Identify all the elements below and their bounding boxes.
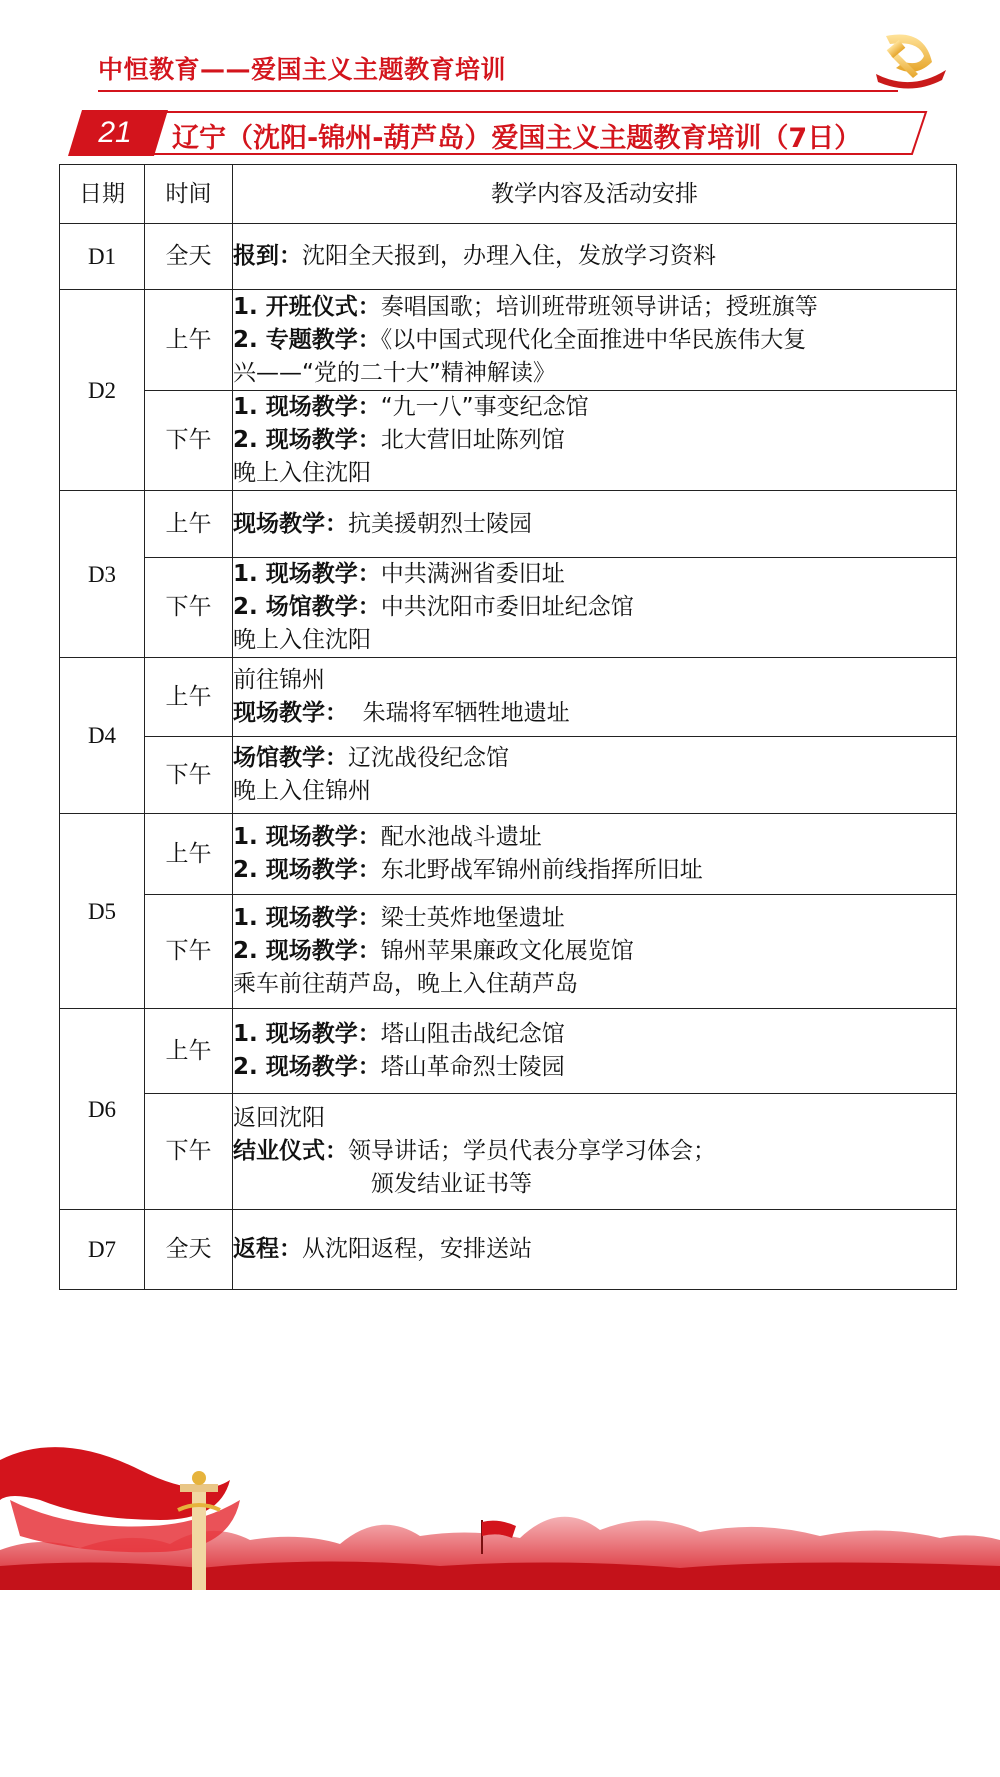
table-row [60,290,957,391]
header-divider [98,90,898,92]
content-cell: 1. 现场教学：“九一八”事变纪念馆 2. 现场教学：北大营旧址陈列馆 晚上入住沈阳 [233,391,957,491]
content-cell: 1. 开班仪式：奏唱国歌；培训班带班领导讲话；授班旗等 2. 专题教学：《以中国式现代化全面推进中华民族伟大复 兴——“党的二十大”精神解读》 [233,290,957,391]
day-cell: D2 [60,290,145,491]
table-row [60,814,957,895]
flag-icon [478,1518,518,1554]
time-cell: 全天 [145,1210,233,1290]
content-cell: 返程：从沈阳返程，安排送站 [233,1210,957,1290]
table-row [60,224,957,290]
table-row [60,1210,957,1290]
content-cell: 前往锦州 现场教学： 朱瑞将军牺牲地遗址 [233,658,957,737]
section-title: 辽宁（沈阳-锦州-葫芦岛）爱国主义主题教育培训（7日） [172,123,862,154]
content-cell: 返回沈阳 结业仪式：领导讲话；学员代表分享学习体会； 颁发结业证书等 [233,1094,957,1210]
content-cell: 1. 现场教学：塔山阻击战纪念馆 2. 现场教学：塔山革命烈士陵园 [233,1009,957,1094]
time-cell: 下午 [145,391,233,491]
table-row [60,1009,957,1094]
content-cell: 报到：沈阳全天报到，办理入住，发放学习资料 [233,224,957,290]
time-cell: 下午 [145,1094,233,1210]
day-cell: D3 [60,491,145,658]
content-cell: 1. 现场教学：中共满洲省委旧址 2. 场馆教学：中共沈阳市委旧址纪念馆 晚上入住沈阳 [233,558,957,658]
table-row [60,491,957,558]
table-row [60,737,957,814]
time-cell: 上午 [145,1009,233,1094]
table-row [60,391,957,491]
header-content: 教学内容及活动安排 [233,165,957,224]
time-cell: 上午 [145,658,233,737]
content-cell: 场馆教学：辽沈战役纪念馆 晚上入住锦州 [233,737,957,814]
content-cell: 1. 现场教学：梁士英炸地堡遗址 2. 现场教学：锦州苹果廉政文化展览馆 乘车前往葫芦岛，晚上入住葫芦岛 [233,895,957,1009]
time-cell: 全天 [145,224,233,290]
day-cell: D6 [60,1009,145,1210]
time-cell: 下午 [145,895,233,1009]
day-cell: D4 [60,658,145,814]
day-cell: D5 [60,814,145,1009]
brand-title: 中恒教育——爱国主义主题教育培训 [98,55,507,84]
header-date: 日期 [60,165,145,224]
time-cell: 上午 [145,814,233,895]
time-cell: 下午 [145,737,233,814]
content-cell: 1. 现场教学：配水池战斗遗址 2. 现场教学：东北野战军锦州前线指挥所旧址 [233,814,957,895]
party-emblem-icon [866,22,956,92]
table-row [60,1094,957,1210]
time-cell: 上午 [145,290,233,391]
footer-banner [0,1440,1000,1590]
item-number: 21 [98,116,132,149]
table-row [60,895,957,1009]
table-row [60,658,957,737]
huabiao-pillar-icon [174,1470,224,1590]
content-cell: 现场教学：抗美援朝烈士陵园 [233,491,957,558]
day-cell: D7 [60,1210,145,1290]
day-cell: D1 [60,224,145,290]
table-row [60,558,957,658]
time-cell: 上午 [145,491,233,558]
header-time: 时间 [145,165,233,224]
time-cell: 下午 [145,558,233,658]
schedule-table [59,164,957,1290]
